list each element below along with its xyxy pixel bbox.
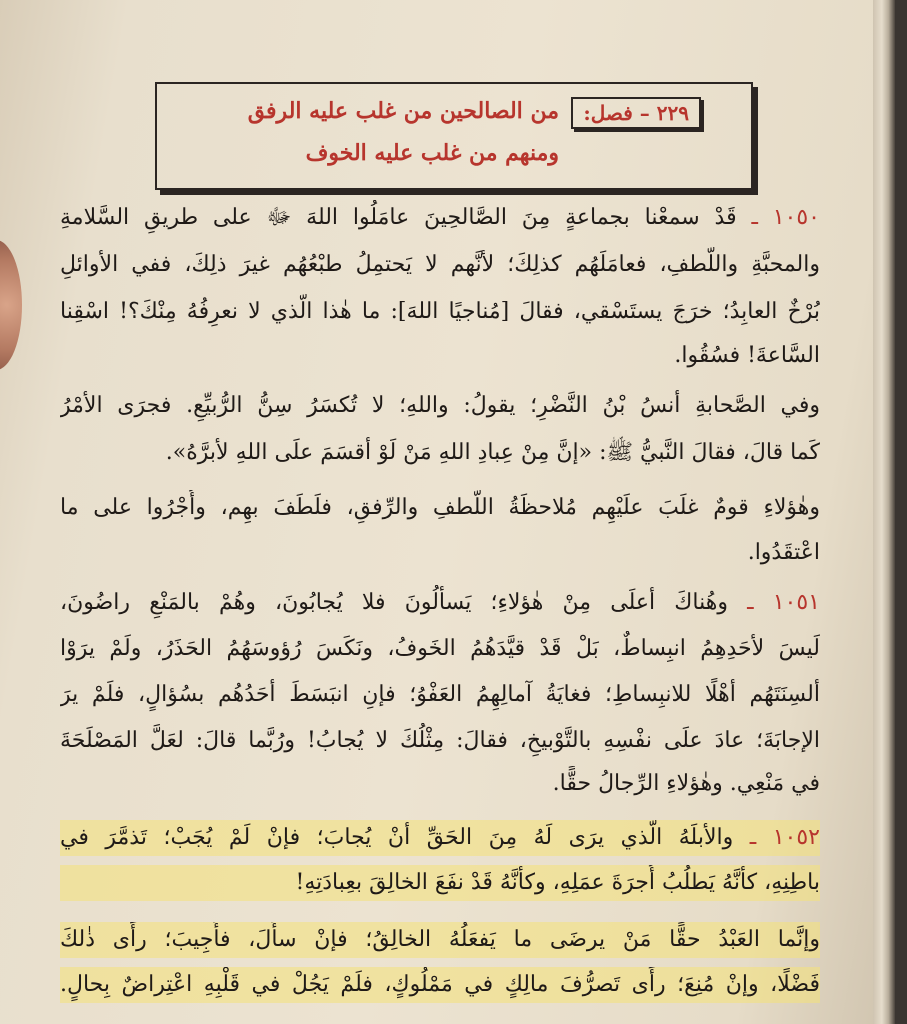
section-title-line-1: من الصالحين من غلب عليه الرفق — [247, 98, 559, 124]
paragraph-number: ١٠٥٠ ـ — [751, 205, 820, 230]
text-line: اعْتقَدُوا. — [747, 540, 820, 565]
text-line-highlighted: باطِنِهِ، كأنَّهُ يَطلُبُ أُجرَةَ عمَلِهِ، وكأنَّهُ قَدْ نفَعَ الخالِقَ بعِبادَتِهِ! — [60, 865, 820, 901]
text-line: السَّاعةَ! فسُقُوا. — [674, 343, 820, 368]
paragraph-number: ١٠٥٢ ـ — [749, 825, 820, 850]
text-line: الإجابَةَ؛ عادَ علَى نفْسِهِ بالتَّوْبيخِ، فقالَ: مِثْلُكَ لا يُجابُ! ورُبَّما قالَ: لعَلَّ المَصْلَحَةَ — [60, 728, 820, 753]
text-line: في مَنْعِي. وهٰؤلاءِ الرِّجالُ حقًّا. — [552, 771, 820, 796]
section-title-line-2: ومنهم من غلب عليه الخوف — [305, 140, 559, 166]
finger — [0, 240, 22, 370]
text-line-highlighted: وإنَّما العَبْدُ حقًّا مَنْ يرضَى ما يَفعَلُهُ الخالِقُ؛ فإنْ سأَلَ، فأُجِيبَ؛ رأَى ذٰلكَ — [60, 922, 820, 958]
text-line: ١٠٥٠ ـ قَدْ سمعْنا بجماعةٍ مِنَ الصَّالحِينَ عامَلُوا اللهَ ﷻ على طريقِ السَّلامةِ — [60, 205, 820, 230]
text-line: والمحبَّةِ واللُّطفِ، فعامَلَهُم كذلِكَ؛ لأنَّهم لا يَحتمِلُ طبْعُهُم غيرَ ذلِكَ، ففي الأوائلِ — [60, 252, 820, 277]
text-line: ألسِنَتَهُم أهْلًا للانبِساطِ؛ فغايَةُ آمالِهِمُ العَفْوُ؛ فإنِ انبَسَطَ أحَدُهُم بسُؤالٍ، فلَمْ يرَ — [60, 682, 820, 707]
text-line-highlighted: فَضْلًا، وإنْ مُنِعَ؛ رأَى تَصرُّفَ مالِكٍ في مَمْلُوكٍ، فلَمْ يَجُلْ في قَلْبِهِ اعْتِراضٌ بِحالٍ. — [60, 967, 820, 1003]
text-line: وفي الصَّحابةِ أنسُ بْنُ النَّضْرِ؛ يقولُ: واللهِ؛ لا تُكسَرُ سِنُّ الرُّبيِّعِ. فجرَى الأمْرُ — [60, 393, 820, 418]
section-heading-box — [155, 82, 753, 190]
text-line: كَما قالَ، فقالَ النَّبيُّ ﷺ: «إنَّ مِنْ عِبادِ اللهِ مَنْ لَوْ أقسَمَ علَى اللهِ لأبرَّهُ». — [165, 440, 820, 465]
text-line: لَيسَ لأحَدِهِمُ انبِساطٌ، بَلْ قَدْ قيَّدَهُمُ الخَوفُ، ونَكَسَ رُؤوسَهُمُ الحَذَرُ، ولَمْ يرَوْا — [60, 636, 820, 661]
text-line: ١٠٥١ ـ وهُناكَ أعلَى مِنْ هٰؤلاءِ؛ يَسألُونَ فلا يُجابُونَ، وهُمْ بالمَنْعِ راضُونَ، — [60, 590, 820, 615]
text-line: بُرْخٌ العابِدُ؛ خرَجَ يستَسْقي، فقالَ [مُناجيًا اللهَ]: ما هٰذا الَّذي لا نعرِفُهُ مِنْكَ؟! اسْقِنا — [60, 299, 820, 324]
page-edge — [873, 0, 895, 1024]
section-number: ٢٢٩ – فصل: — [571, 97, 701, 129]
paragraph-number: ١٠٥١ ـ — [747, 590, 820, 615]
text-line-highlighted: ١٠٥٢ ـ والأبلَهُ الَّذي يرَى لَهُ مِنَ الحَقِّ أنْ يُجابَ؛ فإنْ لَمْ يُجَبْ؛ تَذمَّرَ في — [60, 820, 820, 856]
text-line: وهٰؤلاءِ قومٌ غلَبَ علَيْهِم مُلاحظَةُ اللُّطفِ والرِّفقِ، فلَطَفَ بهِم، وأُجْرُوا على ما — [60, 495, 820, 520]
